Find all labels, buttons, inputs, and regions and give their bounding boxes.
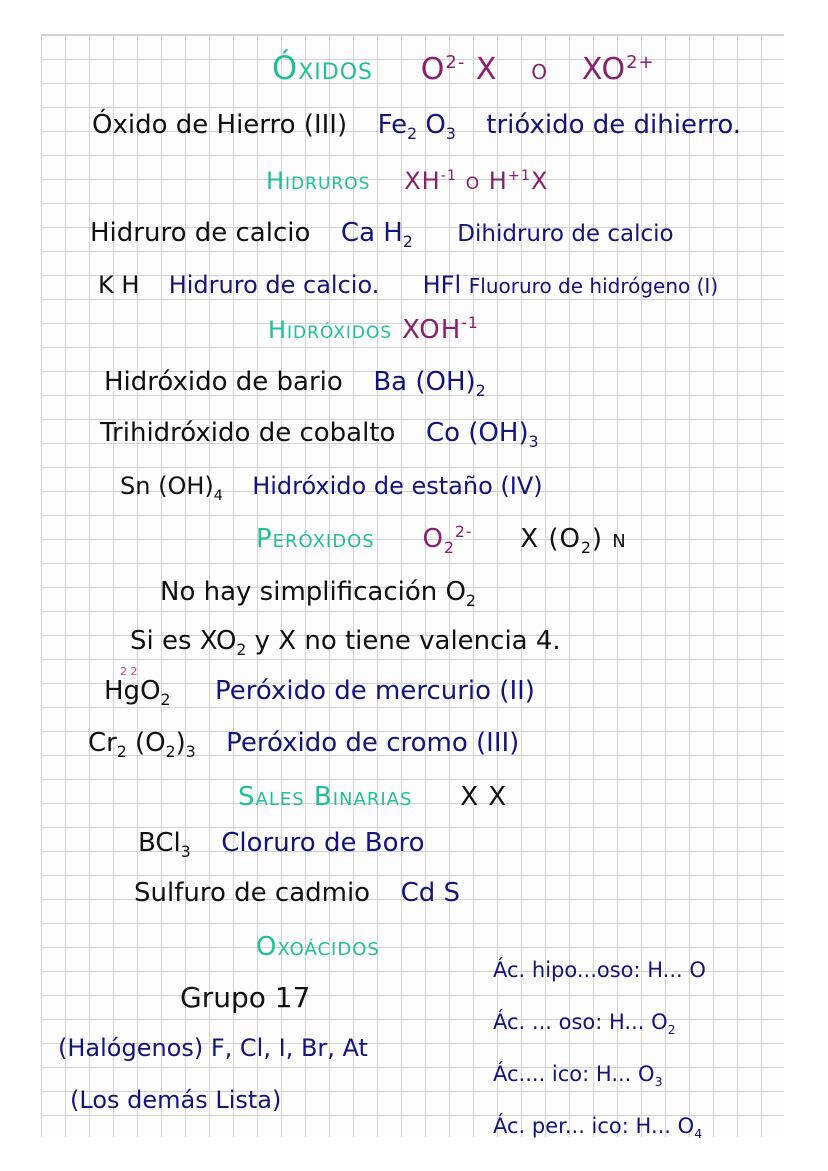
hidroxidos-example-1 [104, 369, 486, 400]
sales-ex1-name: Cloruro de Boro [221, 828, 425, 858]
peroxidos-ex1-name: Peróxido de mercurio (II) [214, 676, 535, 706]
hidruros-ex1-formula: Ca $H_2$ [340, 218, 413, 252]
peroxidos-example-2 [88, 730, 519, 761]
hidroxidos-example-3 [120, 474, 543, 503]
hidruros-ex3-name: Fluoruro de hidrógeno (I) [468, 274, 719, 298]
hidruros-ex2-formula: K H [98, 271, 140, 299]
sales-binarias-heading [238, 782, 507, 810]
oxidos-example-name: Óxido de Hierro (III) [92, 110, 348, 140]
peroxidos-formula-b: X $(O_2)$ n [520, 524, 627, 558]
sales-ex2-formula: Cd S [400, 878, 461, 908]
peroxidos-note-1: No hay simplificación $O_2$ [160, 577, 476, 611]
oxoacidos-rule-2: Ác. ... oso: H... $O_2$ [493, 1010, 676, 1038]
peroxidos-ex1-formula: 2 2 HgO$_2$ [104, 665, 171, 710]
hidroxidos-title: Hidróxidos [268, 316, 393, 344]
oxidos-title: Óxidos [272, 49, 373, 87]
peroxidos-note-2: Si es $XO_2$ y X no tiene valencia 4. [130, 626, 561, 660]
sales-ex2-name: Sulfuro de cadmio [134, 878, 371, 908]
oxidos-o-word: o [531, 53, 549, 86]
hidruros-ex3-formula: HFl [422, 271, 462, 299]
hidruros-formula: $XH^{-1}$ o $H^{+1}X$ [404, 167, 549, 195]
hidroxidos-ex1-name: Hidróxido de bario [104, 367, 343, 397]
sales-ex1-formula: BCl$_3$ [138, 828, 191, 862]
peroxidos-formula-a: $O_2^{2-}$ [422, 523, 473, 558]
hidroxidos-ex1-formula: Ba $(OH)_2$ [373, 367, 486, 401]
oxidos-example-formula: $Fe_2$ $O_3$ [377, 110, 456, 144]
oxoacidos-rule-3: Ác.... ico: H... $O_3$ [493, 1062, 663, 1090]
hidroxidos-ex2-name: Trihidróxido de cobalto [100, 418, 396, 448]
oxoacidos-los-demas: (Los demás Lista) [70, 1086, 282, 1114]
peroxidos-title: Peróxidos [256, 524, 375, 554]
sales-example-2 [134, 880, 460, 906]
hidruros-ex2-name: Hidruro de calcio. [168, 271, 380, 299]
oxidos-formula-right: $XO^{2+}$ [581, 52, 655, 87]
oxoacidos-heading [256, 932, 380, 960]
oxoacidos-title: Oxoácidos [256, 932, 380, 962]
oxidos-formula-left: $O^{2-}$ X [420, 52, 498, 87]
peroxidos-example-1 [104, 665, 535, 710]
sales-binarias-formula: X X [460, 782, 508, 812]
hidruros-example-2 [98, 273, 718, 297]
hidruros-ex1-systematic: Dihidruro de calcio [457, 221, 674, 247]
hidruros-title: Hidruros [266, 167, 371, 195]
hidroxidos-formula: $XOH^{-1}$ [402, 314, 479, 345]
hidroxidos-example-2 [100, 420, 539, 451]
peroxidos-ex2-name: Peróxido de cromo (III) [226, 728, 520, 758]
peroxidos-heading [256, 524, 627, 557]
oxidos-heading [272, 49, 655, 87]
hidroxidos-heading [268, 315, 479, 343]
hidruros-example-1 [90, 220, 674, 251]
hidroxidos-ex3-formula: Sn $(OH)_4$ [120, 472, 223, 504]
hidroxidos-ex3-name: Hidróxido de estaño (IV) [252, 472, 543, 500]
hidruros-ex1-name: Hidruro de calcio [90, 218, 311, 248]
oxoacidos-halogenos: (Halógenos) F, Cl, I, Br, At [58, 1034, 368, 1062]
peroxidos-ex2-formula: $Cr_2$ $(O_2)_3$ [88, 728, 196, 762]
sales-example-1 [138, 830, 425, 861]
oxidos-example [92, 112, 741, 143]
oxoacidos-grupo: Grupo 17 [180, 981, 311, 1014]
hidroxidos-ex2-formula: Co $(OH)_3$ [425, 418, 539, 452]
oxoacidos-rule-4: Ác. per... ico: H... $O_4$ [493, 1114, 703, 1142]
peroxidos-ex1-marks: 2 2 [120, 665, 138, 678]
sales-binarias-title: Sales Binarias [238, 782, 413, 812]
hidruros-heading [266, 166, 548, 194]
oxoacidos-rule-1: Ác. hipo...oso: H... O [493, 958, 706, 982]
oxidos-example-systematic: trióxido de dihierro. [486, 110, 742, 140]
